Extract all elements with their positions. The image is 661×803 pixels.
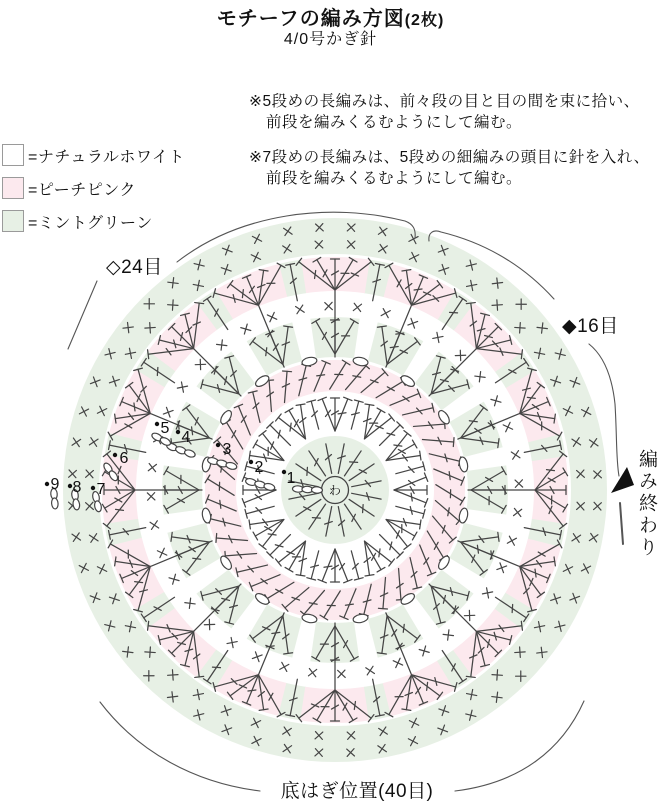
note-row5: ※5段めの長編みは、前々段の目と目の間を束に拾い、 前段を編みくるむようにして編む。 — [249, 93, 640, 131]
page-title-note: (2枚) — [404, 12, 445, 29]
svg-text:8: 8 — [72, 479, 82, 496]
label-end-of-work: 編み終わり — [636, 449, 657, 559]
legend-label-white: =ナチュラルホワイト — [28, 148, 185, 166]
svg-text:4: 4 — [181, 429, 191, 446]
svg-text:9: 9 — [50, 476, 60, 493]
label-open-diamond-24: ◇24目 — [106, 257, 163, 278]
svg-text:3: 3 — [222, 441, 232, 458]
page-title-main: モチーフの編み方図 — [216, 8, 405, 30]
svg-text:7: 7 — [96, 481, 106, 498]
label-bottom-seam: 底はぎ位置(40目) — [280, 781, 434, 802]
note-row7: ※7段めの長編みは、5段めの細編みの頭目に針を入れ、 前段を編みくるむようにして編む。 — [249, 149, 650, 187]
svg-text:2: 2 — [254, 459, 264, 476]
svg-text:6: 6 — [119, 450, 129, 467]
label-filled-diamond-16: ◆16目 — [562, 316, 619, 337]
svg-text:わ: わ — [328, 483, 342, 498]
legend-label-pink: =ピーチピンク — [28, 181, 136, 199]
svg-text:1: 1 — [286, 470, 296, 487]
legend-label-green: =ミントグリーン — [28, 214, 153, 232]
page-subtitle: 4/0号かぎ針 — [283, 31, 378, 48]
svg-text:5: 5 — [160, 420, 170, 437]
